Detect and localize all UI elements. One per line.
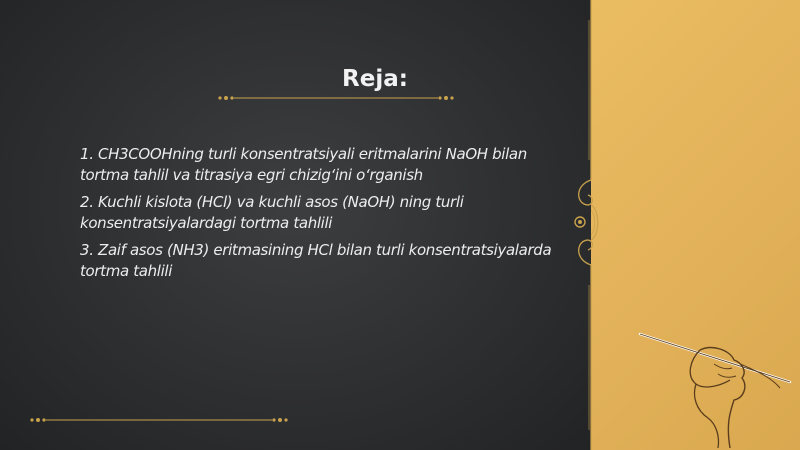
agenda-item-1: 1. CH3COOHning turli konsentratsiyali eritmalarini NaOH bilan tortma tahlil va titrasiya egri chizig‘ini o‘rganish [80, 145, 527, 184]
agenda-item-3: 3. Zaif asos (NH3) eritmasining HCl bilan turli konsentratsiyalarda tortma tahlili [80, 241, 552, 280]
slide-title: Reja: [342, 66, 408, 92]
title-underline-ornament [216, 94, 456, 102]
bottom-ornament-line [28, 416, 290, 424]
agenda-list [80, 144, 580, 288]
hand-with-pen-icon [630, 320, 800, 450]
agenda-item-2: 2. Kuchli kislota (HCl) va kuchli asos (NaOH) ning turli konsentratsiyalardagi tortma tahlili [80, 193, 464, 232]
scroll-flourish-icon [570, 0, 610, 450]
